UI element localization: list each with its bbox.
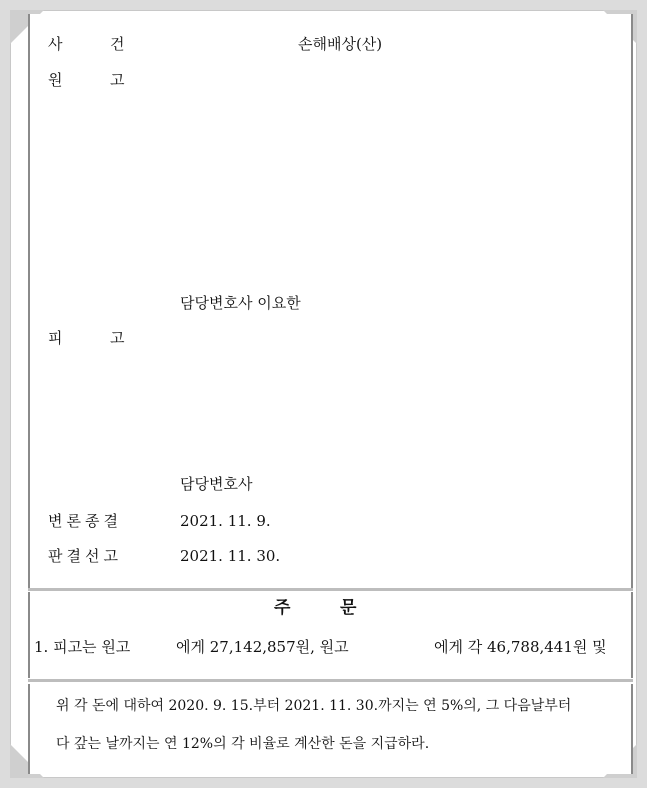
order-item-1-part3: 에게 각 46,788,441원 및 (434, 638, 607, 656)
order-item-1-part1: 1. 피고는 원고 (34, 638, 131, 656)
case-header-panel (28, 14, 633, 588)
plaintiff-counsel: 담당변호사 이요한 (180, 294, 301, 312)
section-divider-2 (28, 679, 633, 682)
order-title-2: 문 (340, 598, 359, 618)
verdict-date: 2021. 11. 30. (180, 547, 281, 565)
order-body-line-2: 다 갚는 날까지는 연 12%의 각 비율로 계산한 돈을 지급하라. (56, 736, 430, 752)
order-title-1: 주 (274, 598, 293, 618)
plaintiff-label-1: 원 (48, 71, 63, 89)
closing-label: 변론종결 (48, 512, 122, 530)
defendant-label-2: 고 (110, 329, 125, 347)
defendant-label-1: 피 (48, 329, 63, 347)
defendant-counsel: 담당변호사 (180, 475, 253, 493)
verdict-label: 판결선고 (48, 547, 122, 565)
case-label-2: 건 (110, 35, 125, 53)
case-value: 손해배상(산) (298, 35, 383, 53)
case-label-1: 사 (48, 35, 63, 53)
section-divider (28, 588, 633, 591)
plaintiff-label-2: 고 (110, 71, 125, 89)
order-item-1-part2: 에게 27,142,857원, 원고 (176, 638, 349, 656)
order-body-line-1: 위 각 돈에 대하여 2020. 9. 15.부터 2021. 11. 30.까지는 연 5%의, 그 다음날부터 (56, 698, 572, 714)
order-body-panel (28, 684, 633, 774)
order-panel (28, 592, 633, 678)
closing-date: 2021. 11. 9. (180, 512, 271, 530)
